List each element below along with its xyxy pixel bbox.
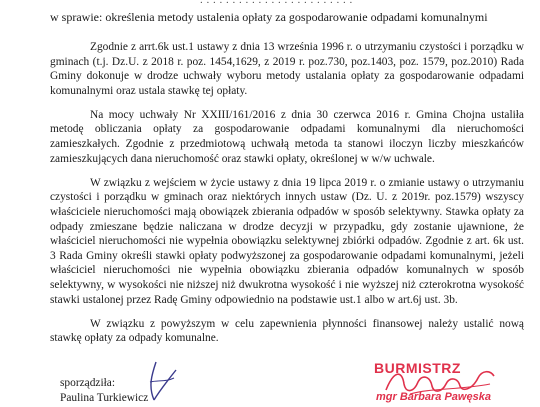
prepared-by-label: sporządziła:	[60, 377, 116, 389]
paragraph-legal-basis: Zgodnie z arrt.6k ust.1 ustawy z dnia 13 września 1996 r. o utrzymaniu czystości i porządku w gminach (t.j. Dz.U. z 2018 r. poz. 1454,1629, z 2019 r. poz.730, poz.1403, poz. 1579, poz.2010) Rada Gminy dokonuje w drodze uchwały wyboru metody ustalania opłaty za gospodarowanie odpadami komunalnymi oraz ustala stawkę tej opłaty.	[50, 41, 524, 97]
paragraph-conclusion: W związku z powyższym w celu zapewnienia płynności finansowej należy ustalić nową stawkę opłaty za odpady komunalne.	[50, 317, 524, 345]
paragraph-current-method: Na mocy uchwały Nr XXIII/161/2016 z dnia 30 czerwca 2016 r. Gmina Chojna ustaliła metodę obliczania opłaty za gospodarowanie odpadami komunalnymi dla nieruchomości zamieszkałych. Zgodnie z przedmiotową uchwałą metoda ta stanowi iloczyn liczby mieszkańców zamieszkujących dana nieruchomość oraz stawki opłaty, określonej w w/w uchwale.	[50, 108, 524, 165]
justification-body	[50, 40, 524, 355]
mayor-stamp	[362, 360, 532, 407]
document-subject: w sprawie: określenia metody ustalenia opłaty za gospodarowanie odpadami komunalnymi	[50, 10, 488, 24]
cut-off-header-line: . . . . . . . . . . . . . . . . . . . . . . . .	[200, 0, 353, 6]
stamp-name: mgr Barbara Pawęska	[376, 391, 491, 403]
paragraph-law-change: W związku z wejściem w życie ustawy z dnia 19 lipca 2019 r. o zmianie ustawy o utrzymaniu czystości i porządku w gminach oraz niektórych innych ustaw (Dz. U. z 2019r. poz.1579) wszyscy właściciele nieruchomości mają obowiązek zbierania odpadów w sposób selektywny. Stawka opłaty za odpady zmieszane będzie naliczana w drodze decyzji w przypadku, gdy zostanie ujawnione, że właściciel nieruchomości nie wypełnia obowiązku selektywnej zbiórki odpadów. Zgodnie z art. 6k ust. 3 Rada Gminy określi stawki opłaty podwyższonej za gospodarowanie odpadami komunalnymi, jeżeli właściciel nieruchomości nie wypełnia obowiązku zbierania odpadów komunalnych w sposób selektywny, w wysokości nie niższej niż dwukrotna wysokość i nie wyższej niż czterokrotna wysokość stawki ustalonej przez Radę Gminy odpowiednio na podstawie ust.1 albo w art.6j ust. 3b.	[50, 176, 524, 306]
stamp-title: BURMISTRZ	[374, 360, 461, 376]
prepared-by-block	[60, 376, 148, 405]
handwritten-initial-signature	[142, 360, 182, 404]
prepared-by-name: Paulina Turkiewicz	[60, 391, 149, 404]
